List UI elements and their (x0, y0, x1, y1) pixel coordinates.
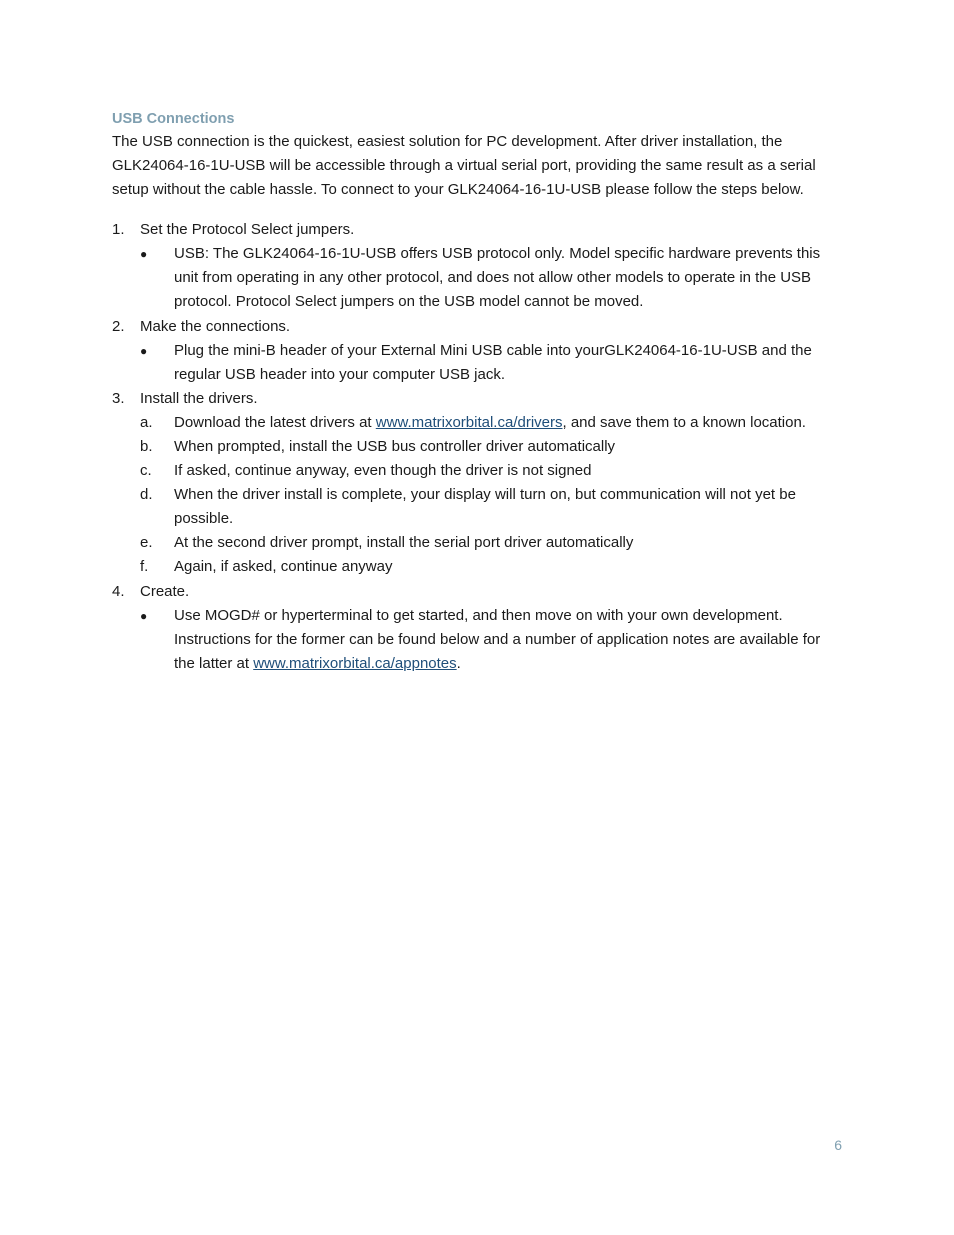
list-item-text: When prompted, install the USB bus controller driver automatically (174, 438, 616, 455)
list-item-text-after: , and save them to a known location. (562, 414, 806, 431)
list-item (140, 555, 844, 579)
list-item-text: USB: The GLK24064-16-1U-USB offers USB protocol only. Model specific hardware prevents this unit from operating in any other protocol, and does not allow other models to operate in the USB protocol. Protocol Select jumpers on the USB model cannot be moved. (174, 245, 821, 310)
steps-list (112, 218, 844, 676)
step-4 (112, 580, 844, 676)
step-3 (112, 387, 844, 579)
list-item (140, 435, 844, 459)
document-page (112, 108, 844, 676)
step-2 (112, 315, 844, 387)
bullet-icon: ● (140, 247, 148, 261)
step-text: Make the connections. (140, 317, 291, 335)
list-marker: f. (140, 558, 149, 575)
page-number: 6 (834, 1137, 842, 1153)
list-item-text: When the driver install is complete, your display will turn on, but communication will not yet be possible. (174, 486, 796, 527)
list-item-text: If asked, continue anyway, even though the driver is not signed (174, 462, 592, 479)
step-4-sublist (140, 604, 844, 676)
list-item (140, 483, 844, 531)
list-item (140, 411, 844, 435)
step-3-sublist (140, 411, 844, 579)
list-item-text: Plug the mini-B header of your External Mini USB cable into yourGLK24064-16-1U-USB and the regular USB header into your computer USB jack. (174, 341, 812, 383)
step-1 (112, 218, 844, 314)
step-number: 1. (112, 221, 125, 238)
list-marker: e. (140, 534, 153, 551)
list-item (140, 531, 844, 555)
bullet-icon: ● (140, 608, 148, 623)
step-number: 3. (112, 390, 125, 407)
bullet-icon: ● (140, 343, 148, 358)
list-item (140, 604, 844, 676)
step-number: 2. (112, 317, 125, 335)
list-item-text-after: . (456, 654, 461, 672)
list-item-text: Again, if asked, continue anyway (174, 558, 393, 575)
list-item (140, 339, 844, 387)
drivers-link[interactable]: www.matrixorbital.ca/drivers (375, 414, 563, 431)
step-text: Create. (140, 582, 190, 600)
step-2-sublist (140, 339, 844, 387)
step-text: Install the drivers. (140, 390, 258, 407)
list-marker: c. (140, 462, 152, 479)
list-item-text: At the second driver prompt, install the serial port driver automatically (174, 534, 634, 551)
list-item (140, 242, 844, 314)
section-heading: USB Connections (112, 111, 235, 127)
list-marker: a. (140, 414, 153, 431)
step-text: Set the Protocol Select jumpers. (140, 221, 355, 238)
step-1-sublist (140, 242, 844, 314)
list-marker: d. (140, 486, 153, 503)
list-marker: b. (140, 438, 153, 455)
list-item (140, 459, 844, 483)
step-number: 4. (112, 582, 125, 600)
appnotes-link[interactable]: www.matrixorbital.ca/appnotes (253, 654, 457, 672)
list-item-text-before: Download the latest drivers at (174, 414, 376, 431)
intro-paragraph: The USB connection is the quickest, easiest solution for PC development. After driver installation, the GLK24064-16-1U-USB will be accessible through a virtual serial port, providing the same result as a serial setup without the cable hassle. To connect to your GLK24064-16-1U-USB please follow the steps below. (112, 133, 816, 198)
list-item-text-before: Use MOGD# or hyperterminal to get started, and then move on with your own development. Instructions for the former can be found below and a number of application notes are available for the latter at (174, 606, 821, 672)
